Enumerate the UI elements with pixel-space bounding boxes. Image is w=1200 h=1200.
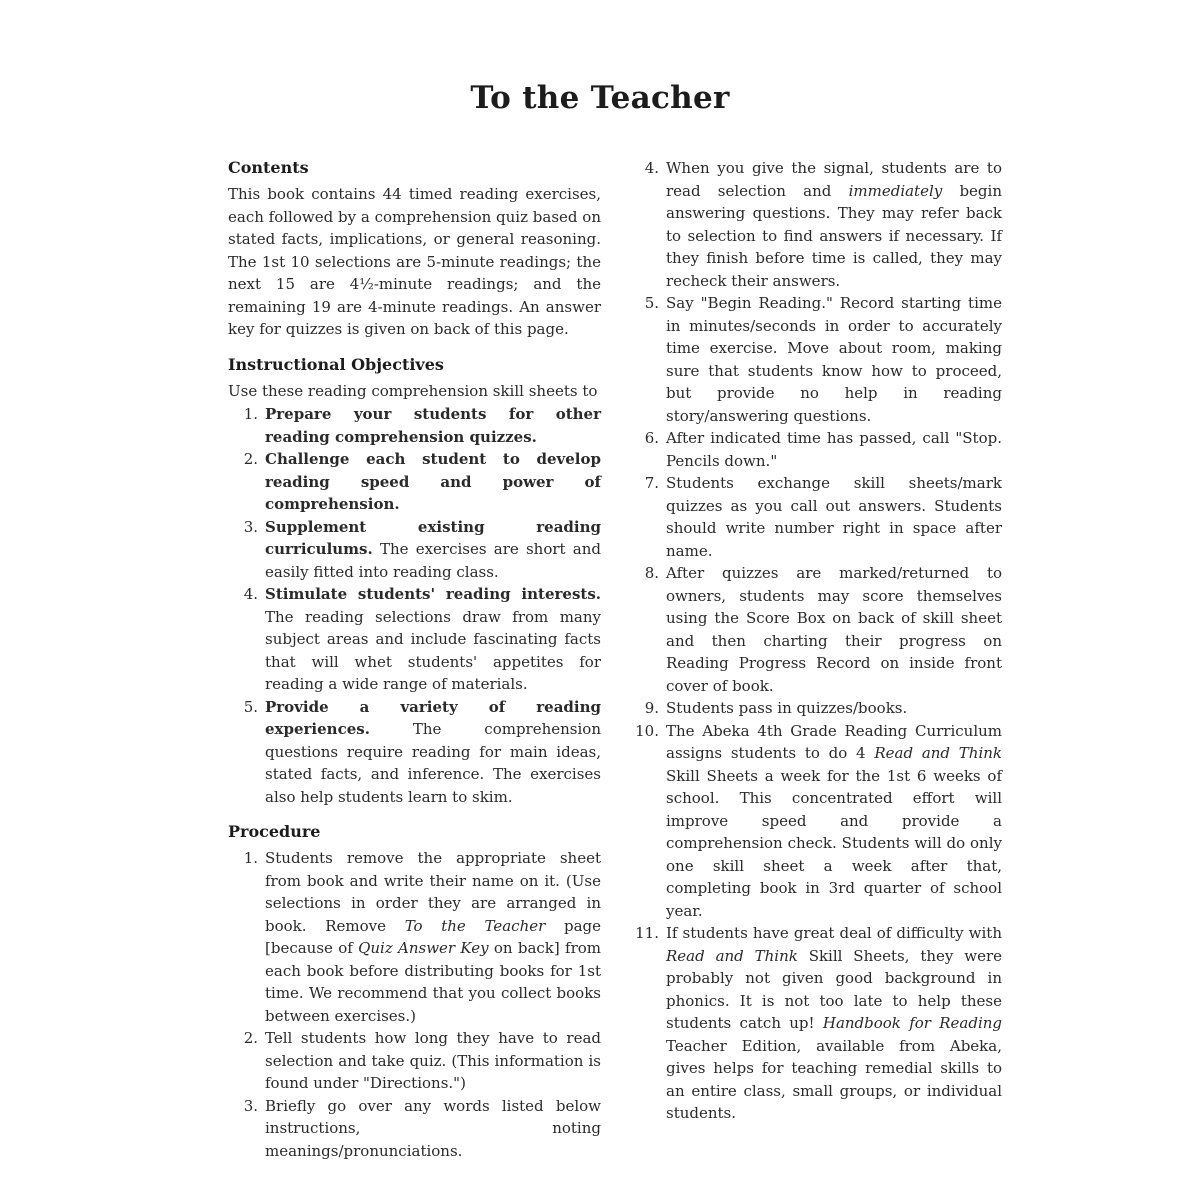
italic-text-run: Read and Think	[666, 946, 798, 965]
list-item	[629, 292, 1002, 427]
numbered-list	[228, 847, 601, 1162]
section-heading: Instructional Objectives	[228, 354, 444, 374]
text-run: If students have great deal of difficulty with	[666, 924, 1002, 942]
text-run: Teacher Edition, available from Abeka, gives helps for teaching remedial skills to an entire class, small groups, or individual students.	[666, 1036, 1002, 1122]
text-run: Skill Sheets, they were probably not given good background in phonics. It is not too late to help these students catch up!	[666, 946, 1002, 1032]
list-item-text	[666, 720, 1002, 923]
italic-text-run: To the Teacher	[404, 916, 546, 935]
list-item	[228, 847, 601, 1027]
list-item	[629, 562, 1002, 697]
list-item-text	[265, 403, 601, 448]
list-item-number: 5.	[243, 697, 258, 716]
list-item-number: 11.	[635, 924, 659, 942]
paragraph	[228, 380, 601, 403]
section-heading: Procedure	[228, 822, 321, 841]
text-run: Tell students how long they have to read selection and take quiz. (This information is found under "Directions.")	[265, 1029, 601, 1092]
bold-text-run: Prepare your students for other reading comprehension quizzes.	[265, 405, 601, 446]
list-item-text	[265, 1095, 601, 1163]
bold-text-run: Supplement existing reading curriculums.	[265, 517, 601, 558]
list-item	[228, 1027, 601, 1095]
list-item-text	[666, 472, 1002, 562]
list-item	[629, 157, 1002, 292]
list-item-number: 1.	[243, 849, 258, 867]
list-item-text	[265, 847, 601, 1027]
text-run: When you give the signal, students are to read selection and	[666, 159, 1002, 200]
list-item-text	[666, 562, 1002, 697]
list-item	[228, 1095, 601, 1163]
list-item	[228, 696, 601, 809]
text-run: Students exchange skill sheets/mark quizzes as you call out answers. Students should write number right in space after name.	[666, 474, 1002, 560]
list-item	[228, 583, 601, 696]
text-run: begin answering questions. They may refer back to selection to find answers if necessary. If they finish before time is called, they may recheck their answers.	[666, 181, 1002, 290]
paragraph	[228, 183, 601, 341]
list-item-number: 8.	[644, 564, 659, 582]
text-run: Students pass in quizzes/books.	[666, 699, 908, 717]
content-columns	[228, 156, 1002, 1165]
italic-text-run: Quiz Answer Key	[358, 939, 489, 957]
bold-text-run: Provide a variety of reading experiences.	[265, 697, 601, 738]
list-item-text	[265, 516, 601, 584]
text-run: on back] from each book before distributing books for 1st time. We recommend that you collect books between exercises.)	[265, 939, 601, 1025]
page-title: To the Teacher	[470, 80, 730, 116]
list-item-text	[666, 697, 1002, 720]
text-run: The exercises are short and easily fitted into reading class.	[265, 540, 601, 581]
section-heading: Contents	[228, 158, 309, 177]
text-run: Use these reading comprehension skill sheets to	[228, 381, 598, 400]
italic-text-run: Handbook for Reading	[822, 1014, 1003, 1032]
list-item-text	[265, 696, 601, 809]
list-item-text	[666, 427, 1002, 472]
list-item	[629, 922, 1002, 1125]
list-item-text	[666, 922, 1002, 1125]
list-item-text	[265, 583, 601, 696]
list-item	[228, 448, 601, 516]
list-item	[228, 516, 601, 584]
list-item-text	[666, 157, 1002, 292]
list-item	[228, 403, 601, 448]
italic-text-run: Read and Think	[874, 744, 1002, 762]
list-item	[629, 472, 1002, 562]
bold-text-run: Challenge each student to develop reading speed and power of comprehension.	[265, 450, 601, 513]
italic-text-run: immediately	[848, 181, 943, 200]
text-run: The Abeka 4th Grade Reading Curriculum assigns students to do 4	[666, 721, 1002, 762]
text-run: After indicated time has passed, call "Stop. Pencils down."	[666, 429, 1002, 470]
list-item-text	[265, 1027, 601, 1095]
list-item-text	[666, 292, 1002, 427]
list-item-number: 9.	[644, 699, 659, 717]
text-run: The comprehension questions require reading for main ideas, stated facts, and inference. The exercises also help students learn to skim.	[265, 720, 601, 806]
list-item-number: 6.	[644, 429, 659, 447]
text-run: This book contains 44 timed reading exercises, each followed by a comprehension quiz based on stated facts, implications, or general reasoning. The 1st 10 selections are 5-minute readings; the next 15 are 4½-minute readings; and the remaining 19 are 4-minute readings. An answer key for quizzes is given on back of this page.	[228, 185, 601, 338]
list-item-number: 4.	[644, 159, 659, 177]
text-run: Briefly go over any words listed below instructions, noting meanings/pronunciations.	[265, 1096, 601, 1160]
list-item-number: 10.	[635, 721, 659, 740]
list-item-number: 1.	[243, 405, 258, 423]
list-item-number: 4.	[243, 585, 258, 603]
list-item	[629, 427, 1002, 472]
list-item-number: 7.	[644, 474, 659, 492]
bold-text-run: Stimulate students' reading interests.	[265, 585, 601, 603]
text-run: Skill Sheets a week for the 1st 6 weeks of school. This concentrated effort will improve speed and provide a comprehension check. Students will do only one skill sheet a week after that, completing book in 3rd quarter of school year.	[666, 766, 1002, 920]
column-right	[629, 156, 1002, 1128]
list-item	[629, 697, 1002, 720]
text-run: The reading selections draw from many subject areas and include fascinating facts that will whet students' appetites for reading a wide range of materials.	[265, 607, 601, 693]
text-run: Students remove the appropriate sheet from book and write their name on it. (Use selections in order they are arranged in book. Remove	[265, 849, 601, 935]
list-item-number: 2.	[243, 450, 258, 468]
list-item-number: 5.	[644, 294, 659, 312]
numbered-list	[228, 403, 601, 808]
list-item-number: 2.	[243, 1029, 258, 1047]
list-item-number: 3.	[243, 517, 258, 536]
numbered-list	[629, 157, 1002, 1125]
column-left	[228, 156, 601, 1165]
list-item	[629, 720, 1002, 923]
list-item-number: 3.	[243, 1096, 258, 1115]
text-run: Say "Begin Reading." Record starting time in minutes/seconds in order to accurately time exercise. Move about room, making sure that students know how to proceed, but provide no help in reading story/answering questions.	[666, 294, 1002, 425]
text-run: After quizzes are marked/returned to owners, students may score themselves using the Score Box on back of skill sheet and then charting their progress on Reading Progress Record on inside front cover of book.	[666, 564, 1002, 695]
list-item-text	[265, 448, 601, 516]
text-run: page [because of	[265, 916, 601, 957]
